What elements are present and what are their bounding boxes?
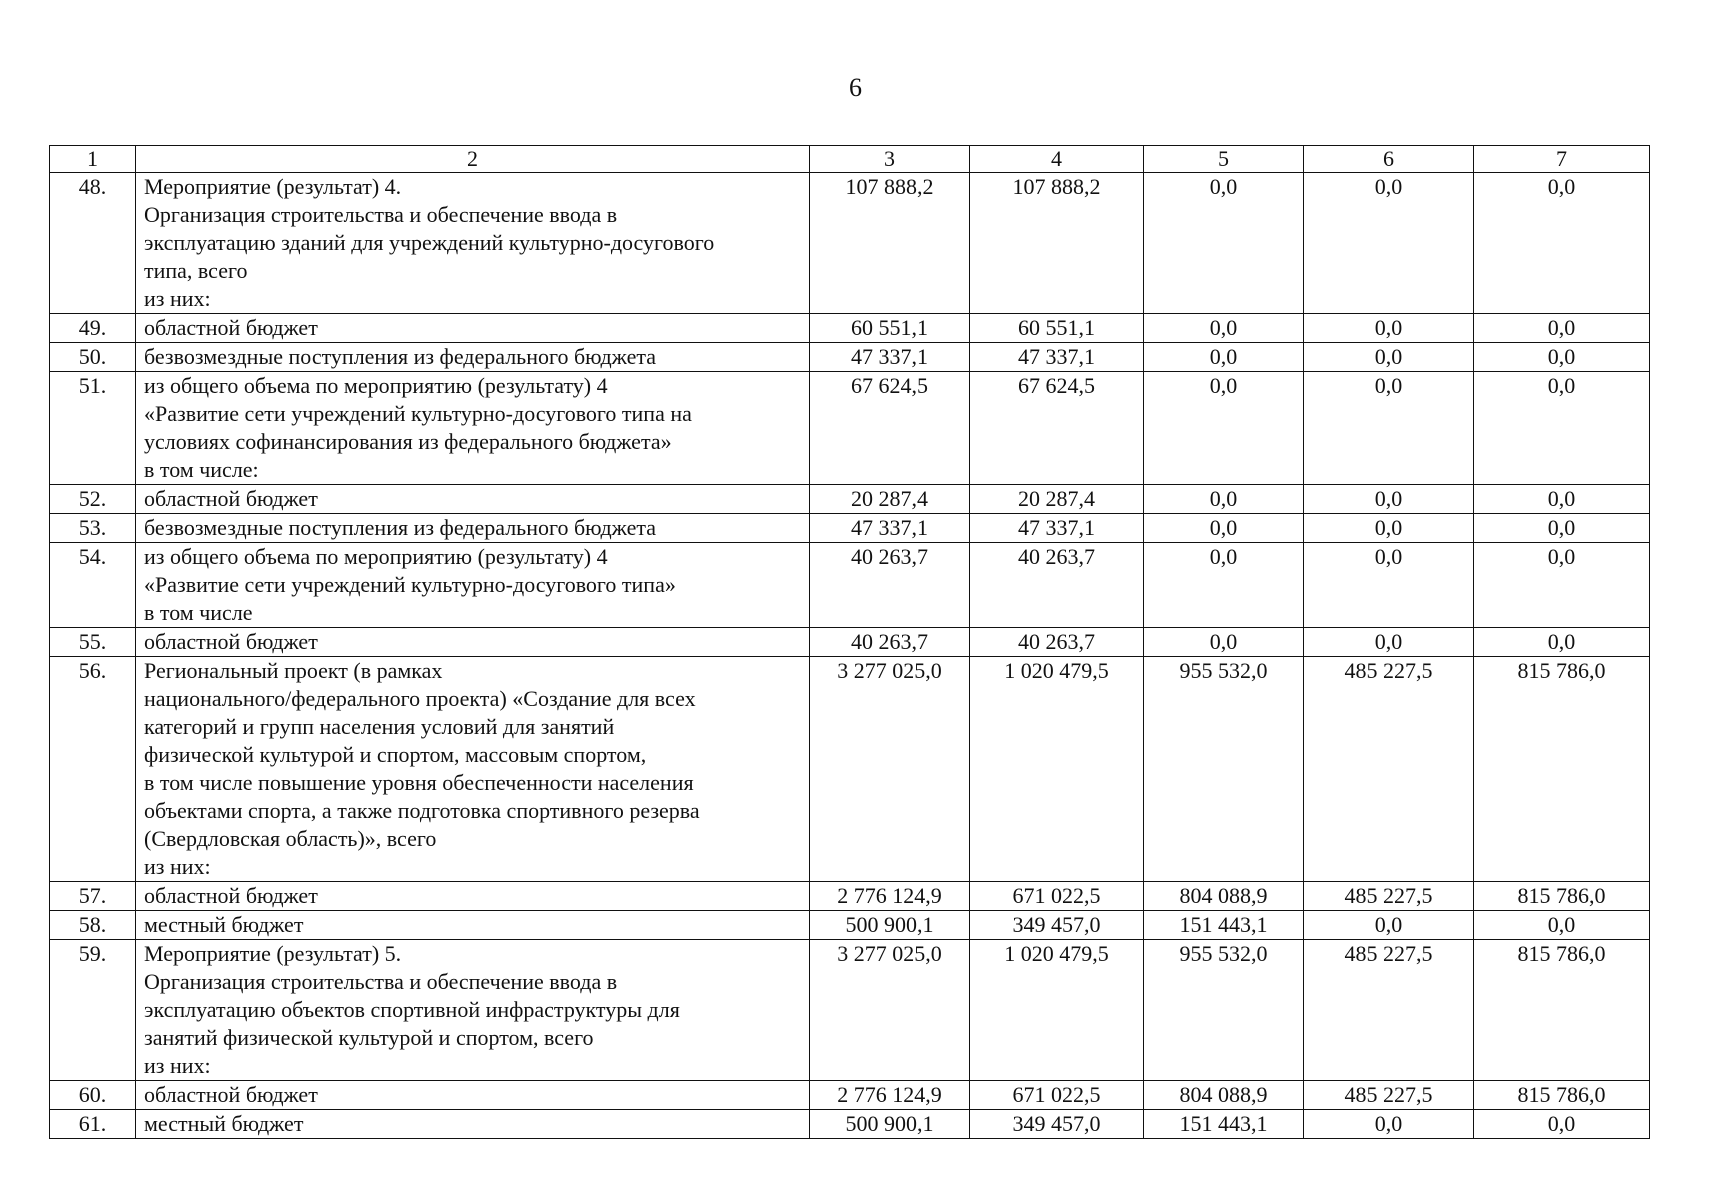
value-cell: 40 263,7 [810, 543, 970, 628]
table-body [50, 173, 1650, 1139]
value-cell: 0,0 [1474, 314, 1650, 343]
value-cell: 0,0 [1304, 343, 1474, 372]
value-cell: 67 624,5 [970, 372, 1144, 485]
description-line: «Развитие сети учреждений культурно-досугового типа» [144, 572, 676, 597]
row-description [136, 1081, 810, 1110]
value-cell: 0,0 [1304, 628, 1474, 657]
row-number: 59. [50, 940, 136, 1081]
description-line: из них: [144, 286, 211, 311]
description-line: Организация строительства и обеспечение ввода в [144, 202, 618, 227]
value-cell: 67 624,5 [810, 372, 970, 485]
value-cell: 47 337,1 [970, 343, 1144, 372]
value-cell: 0,0 [1304, 1110, 1474, 1139]
value-cell: 0,0 [1474, 514, 1650, 543]
table-row [50, 514, 1650, 543]
column-header: 5 [1144, 146, 1304, 173]
value-cell: 0,0 [1144, 514, 1304, 543]
value-cell: 60 551,1 [810, 314, 970, 343]
table-row [50, 1081, 1650, 1110]
value-cell: 47 337,1 [810, 514, 970, 543]
description-line: безвозмездные поступления из федерального бюджета [144, 515, 656, 540]
value-cell: 0,0 [1144, 173, 1304, 314]
value-cell: 1 020 479,5 [970, 657, 1144, 882]
value-cell: 671 022,5 [970, 1081, 1144, 1110]
value-cell: 151 443,1 [1144, 1110, 1304, 1139]
row-description [136, 1110, 810, 1139]
description-line: условиях софинансирования из федерального бюджета» [144, 429, 672, 454]
value-cell: 0,0 [1474, 173, 1650, 314]
value-cell: 0,0 [1474, 485, 1650, 514]
row-description [136, 543, 810, 628]
value-cell: 151 443,1 [1144, 911, 1304, 940]
description-line: физической культурой и спортом, массовым спортом, [144, 742, 647, 767]
value-cell: 0,0 [1304, 514, 1474, 543]
value-cell: 107 888,2 [810, 173, 970, 314]
description-line: из общего объема по мероприятию (результату) 4 [144, 544, 608, 569]
value-cell: 804 088,9 [1144, 882, 1304, 911]
value-cell: 485 227,5 [1304, 882, 1474, 911]
value-cell: 0,0 [1144, 543, 1304, 628]
row-number: 48. [50, 173, 136, 314]
value-cell: 804 088,9 [1144, 1081, 1304, 1110]
value-cell: 349 457,0 [970, 911, 1144, 940]
column-header: 7 [1474, 146, 1650, 173]
column-header: 4 [970, 146, 1144, 173]
column-header: 6 [1304, 146, 1474, 173]
row-number: 50. [50, 343, 136, 372]
table-row [50, 314, 1650, 343]
row-description [136, 514, 810, 543]
value-cell: 2 776 124,9 [810, 882, 970, 911]
page-number: 6 [849, 73, 862, 102]
table-row [50, 628, 1650, 657]
value-cell: 0,0 [1144, 628, 1304, 657]
value-cell: 40 263,7 [810, 628, 970, 657]
value-cell: 815 786,0 [1474, 1081, 1650, 1110]
description-line: национального/федерального проекта) «Создание для всех [144, 686, 696, 711]
row-description [136, 485, 810, 514]
value-cell: 500 900,1 [810, 1110, 970, 1139]
header-row [50, 146, 1650, 173]
description-line: местный бюджет [144, 912, 304, 937]
table-row [50, 343, 1650, 372]
value-cell: 0,0 [1304, 485, 1474, 514]
description-line: в том числе [144, 600, 253, 625]
row-number: 60. [50, 1081, 136, 1110]
description-line: (Свердловская область)», всего [144, 826, 437, 851]
row-description [136, 372, 810, 485]
value-cell: 0,0 [1304, 372, 1474, 485]
description-line: областной бюджет [144, 1082, 318, 1107]
value-cell: 0,0 [1474, 372, 1650, 485]
description-line: объектами спорта, а также подготовка спортивного резерва [144, 798, 700, 823]
table-header [50, 146, 1650, 173]
row-number: 51. [50, 372, 136, 485]
value-cell: 0,0 [1144, 485, 1304, 514]
description-line: местный бюджет [144, 1111, 304, 1136]
value-cell: 40 263,7 [970, 543, 1144, 628]
description-line: эксплуатацию объектов спортивной инфраструктуры для [144, 997, 680, 1022]
value-cell: 0,0 [1304, 543, 1474, 628]
table-row [50, 882, 1650, 911]
table-row [50, 911, 1650, 940]
value-cell: 60 551,1 [970, 314, 1144, 343]
column-header: 1 [50, 146, 136, 173]
description-line: «Развитие сети учреждений культурно-досугового типа на [144, 401, 692, 426]
row-number: 55. [50, 628, 136, 657]
description-line: Мероприятие (результат) 4. [144, 174, 402, 199]
value-cell: 815 786,0 [1474, 657, 1650, 882]
column-header: 2 [136, 146, 810, 173]
value-cell: 3 277 025,0 [810, 657, 970, 882]
value-cell: 2 776 124,9 [810, 1081, 970, 1110]
row-number: 54. [50, 543, 136, 628]
value-cell: 485 227,5 [1304, 1081, 1474, 1110]
value-cell: 47 337,1 [970, 514, 1144, 543]
table-row [50, 657, 1650, 882]
value-cell: 0,0 [1474, 628, 1650, 657]
row-description [136, 882, 810, 911]
value-cell: 0,0 [1144, 372, 1304, 485]
row-number: 52. [50, 485, 136, 514]
table-row [50, 485, 1650, 514]
value-cell: 0,0 [1304, 911, 1474, 940]
description-line: областной бюджет [144, 629, 318, 654]
value-cell: 0,0 [1144, 314, 1304, 343]
description-line: Организация строительства и обеспечение ввода в [144, 969, 618, 994]
value-cell: 500 900,1 [810, 911, 970, 940]
row-description [136, 314, 810, 343]
description-line: безвозмездные поступления из федерального бюджета [144, 344, 656, 369]
value-cell: 40 263,7 [970, 628, 1144, 657]
row-description [136, 657, 810, 882]
value-cell: 0,0 [1474, 343, 1650, 372]
value-cell: 20 287,4 [810, 485, 970, 514]
description-line: областной бюджет [144, 486, 318, 511]
description-line: категорий и групп населения условий для занятий [144, 714, 615, 739]
row-number: 53. [50, 514, 136, 543]
description-line: Мероприятие (результат) 5. [144, 941, 402, 966]
row-description [136, 343, 810, 372]
value-cell: 485 227,5 [1304, 940, 1474, 1081]
value-cell: 0,0 [1144, 343, 1304, 372]
table-row [50, 372, 1650, 485]
description-line: областной бюджет [144, 883, 318, 908]
row-number: 49. [50, 314, 136, 343]
value-cell: 671 022,5 [970, 882, 1144, 911]
value-cell: 0,0 [1474, 543, 1650, 628]
row-description [136, 628, 810, 657]
value-cell: 955 532,0 [1144, 657, 1304, 882]
value-cell: 0,0 [1304, 314, 1474, 343]
value-cell: 815 786,0 [1474, 940, 1650, 1081]
budget-table [49, 145, 1650, 1139]
table-row [50, 173, 1650, 314]
description-line: Региональный проект (в рамках [144, 658, 443, 683]
value-cell: 0,0 [1474, 1110, 1650, 1139]
description-line: областной бюджет [144, 315, 318, 340]
value-cell: 955 532,0 [1144, 940, 1304, 1081]
description-line: из общего объема по мероприятию (результату) 4 [144, 373, 608, 398]
value-cell: 47 337,1 [810, 343, 970, 372]
description-line: из них: [144, 1053, 211, 1078]
row-number: 57. [50, 882, 136, 911]
row-description [136, 173, 810, 314]
value-cell: 3 277 025,0 [810, 940, 970, 1081]
description-line: в том числе повышение уровня обеспеченности населения [144, 770, 694, 795]
description-line: типа, всего [144, 258, 248, 283]
value-cell: 0,0 [1474, 911, 1650, 940]
value-cell: 815 786,0 [1474, 882, 1650, 911]
value-cell: 20 287,4 [970, 485, 1144, 514]
table-row [50, 940, 1650, 1081]
value-cell: 1 020 479,5 [970, 940, 1144, 1081]
table-row [50, 1110, 1650, 1139]
value-cell: 107 888,2 [970, 173, 1144, 314]
row-number: 56. [50, 657, 136, 882]
table-row [50, 543, 1650, 628]
row-number: 58. [50, 911, 136, 940]
value-cell: 0,0 [1304, 173, 1474, 314]
description-line: из них: [144, 854, 211, 879]
description-line: в том числе: [144, 457, 259, 482]
value-cell: 349 457,0 [970, 1110, 1144, 1139]
description-line: занятий физической культурой и спортом, всего [144, 1025, 594, 1050]
row-description [136, 911, 810, 940]
column-header: 3 [810, 146, 970, 173]
row-number: 61. [50, 1110, 136, 1139]
description-line: эксплуатацию зданий для учреждений культурно-досугового [144, 230, 715, 255]
value-cell: 485 227,5 [1304, 657, 1474, 882]
row-description [136, 940, 810, 1081]
